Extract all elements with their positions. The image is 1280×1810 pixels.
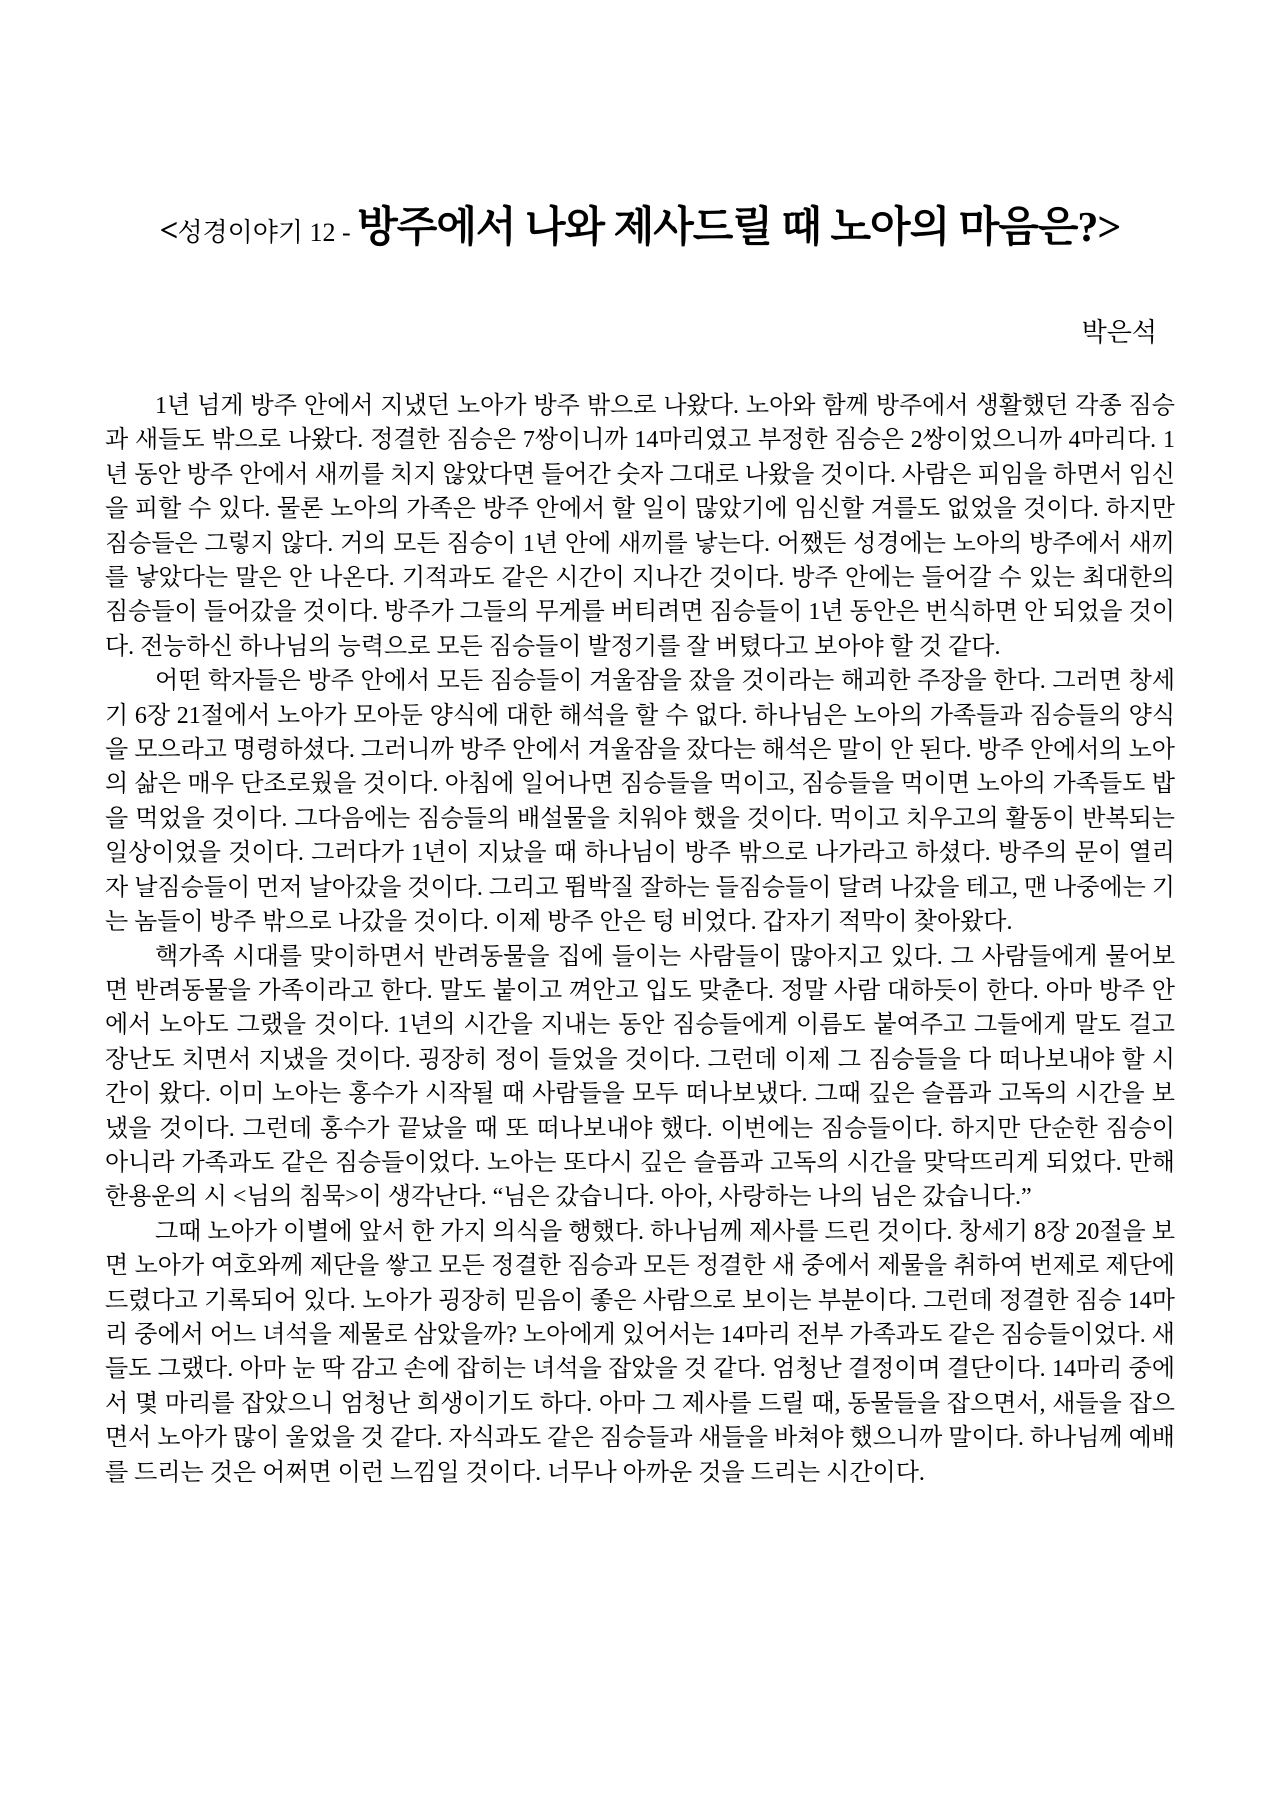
title-main-text: 방주에서 나와 제사드릴 때 노아의 마음은?> <box>357 205 1121 251</box>
title-series-label: 성경이야기 12 - <box>177 218 358 247</box>
paragraph: 1년 넘게 방주 안에서 지냈던 노아가 방주 밖으로 나왔다. 노아와 함께 방주에서 생활했던 각종 짐승과 새들도 밖으로 나왔다. 정결한 짐승은 7쌍이니까 14마리였고 부정한 짐승은 2쌍이었으니까 4마리다. 1년 동안 방주 안에서 새끼를 치지 않았다면 들어간 숫자 그대로 나왔을 것이다. 사람은 피임을 하면서 임신을 피할 수 있다. 물론 노아의 가족은 방주 안에서 할 일이 많았기에 임신할 겨를도 없었을 것이다. 하지만 짐승들은 그렇지 않다. 거의 모든 짐승이 1년 안에 새끼를 낳는다. 어쨌든 성경에는 노아의 방주에서 새끼를 낳았다는 말은 안 나온다. 기적과도 같은 시간이 지나간 것이다. 방주 안에는 들어갈 수 있는 최대한의 짐승들이 들어갔을 것이다. 방주가 그들의 무게를 버티려면 짐승들이 1년 동안은 번식하면 안 되었을 것이다. 전능하신 하나님의 능력으로 모든 짐승들이 발정기를 잘 버텼다고 보아야 할 것 같다. <box>105 393 1175 660</box>
author-name: 박은석 <box>1081 318 1157 347</box>
paragraph: 그때 노아가 이별에 앞서 한 가지 의식을 행했다. 하나님께 제사를 드린 것이다. 창세기 8장 20절을 보면 노아가 여호와께 제단을 쌓고 모든 정결한 짐승과 모든 정결한 새 중에서 제물을 취하여 번제로 제단에 드렸다고 기록되어 있다. 노아가 굉장히 믿음이 좋은 사람으로 보이는 부분이다. 그런데 정결한 짐승 14마리 중에서 어느 녀석을 제물로 삼았을까? 노아에게 있어서는 14마리 전부 가족과도 같은 짐승들이었다. 새들도 그랬다. 아마 눈 딱 감고 손에 잡히는 녀석을 잡았을 것 같다. 엄청난 결정이며 결단이다. 14마리 중에서 몇 마리를 잡았으니 엄청난 희생이기도 하다. 아마 그 제사를 드릴 때, 동물들을 잡으면서, 새들을 잡으면서 노아가 많이 울었을 것 같다. 자식과도 같은 짐승들과 새들을 바쳐야 했으니까 말이다. 하나님께 예배를 드리는 것은 어쩌면 이런 느낌일 것이다. 너무나 아까운 것을 드리는 시간이다. <box>105 1218 1175 1486</box>
paragraph: 핵가족 시대를 맞이하면서 반려동물을 집에 들이는 사람들이 많아지고 있다. 그 사람들에게 물어보면 반려동물을 가족이라고 한다. 말도 붙이고 껴안고 입도 맞춘다. 정말 사람 대하듯이 한다. 아마 방주 안에서 노아도 그랬을 것이다. 1년의 시간을 지내는 동안 짐승들에게 이름도 붙여주고 그들에게 말도 걸고 장난도 치면서 지냈을 것이다. 굉장히 정이 들었을 것이다. 그런데 이제 그 짐승들을 다 떠나보내야 할 시간이 왔다. 이미 노아는 홍수가 시작될 때 사람들을 모두 떠나보냈다. 그때 깊은 슬픔과 고독의 시간을 보냈을 것이다. 그런데 홍수가 끝났을 때 또 떠나보내야 했다. 이번에는 짐승들이다. 하지만 단순한 짐승이 아니라 가족과도 같은 짐승들이었다. 노아는 또다시 깊은 슬픔과 고독의 시간을 맞닥뜨리게 되었다. 만해 한용운의 시 <님의 침묵>이 생각난다. “님은 갔습니다. 아아, 사랑하는 나의 님은 갔습니다.” <box>105 943 1175 1211</box>
title-open-bracket: < <box>159 213 178 249</box>
document-body <box>105 389 1175 1490</box>
document-title <box>105 203 1175 258</box>
paragraph: 어떤 학자들은 방주 안에서 모든 짐승들이 겨울잠을 잤을 것이라는 해괴한 주장을 한다. 그러면 창세기 6장 21절에서 노아가 모아둔 양식에 대한 해석을 할 수 없다. 하나님은 노아의 가족들과 짐승들의 양식을 모으라고 명령하셨다. 그러니까 방주 안에서 겨울잠을 잤다는 해석은 말이 안 된다. 방주 안에서의 노아의 삶은 매우 단조로웠을 것이다. 아침에 일어나면 짐승들을 먹이고, 짐승들을 먹이면 노아의 가족들도 밥을 먹었을 것이다. 그다음에는 짐승들의 배설물을 치워야 했을 것이다. 먹이고 치우고의 활동이 반복되는 일상이었을 것이다. 그러다가 1년이 지났을 때 하나님이 방주 밖으로 나가라고 하셨다. 방주의 문이 열리자 날짐승들이 먼저 날아갔을 것이다. 그리고 뜀박질 잘하는 들짐승들이 달려 나갔을 테고, 맨 나중에는 기는 놈들이 방주 밖으로 나갔을 것이다. 이제 방주 안은 텅 비었다. 갑자기 적막이 찾아왔다. <box>105 668 1175 936</box>
